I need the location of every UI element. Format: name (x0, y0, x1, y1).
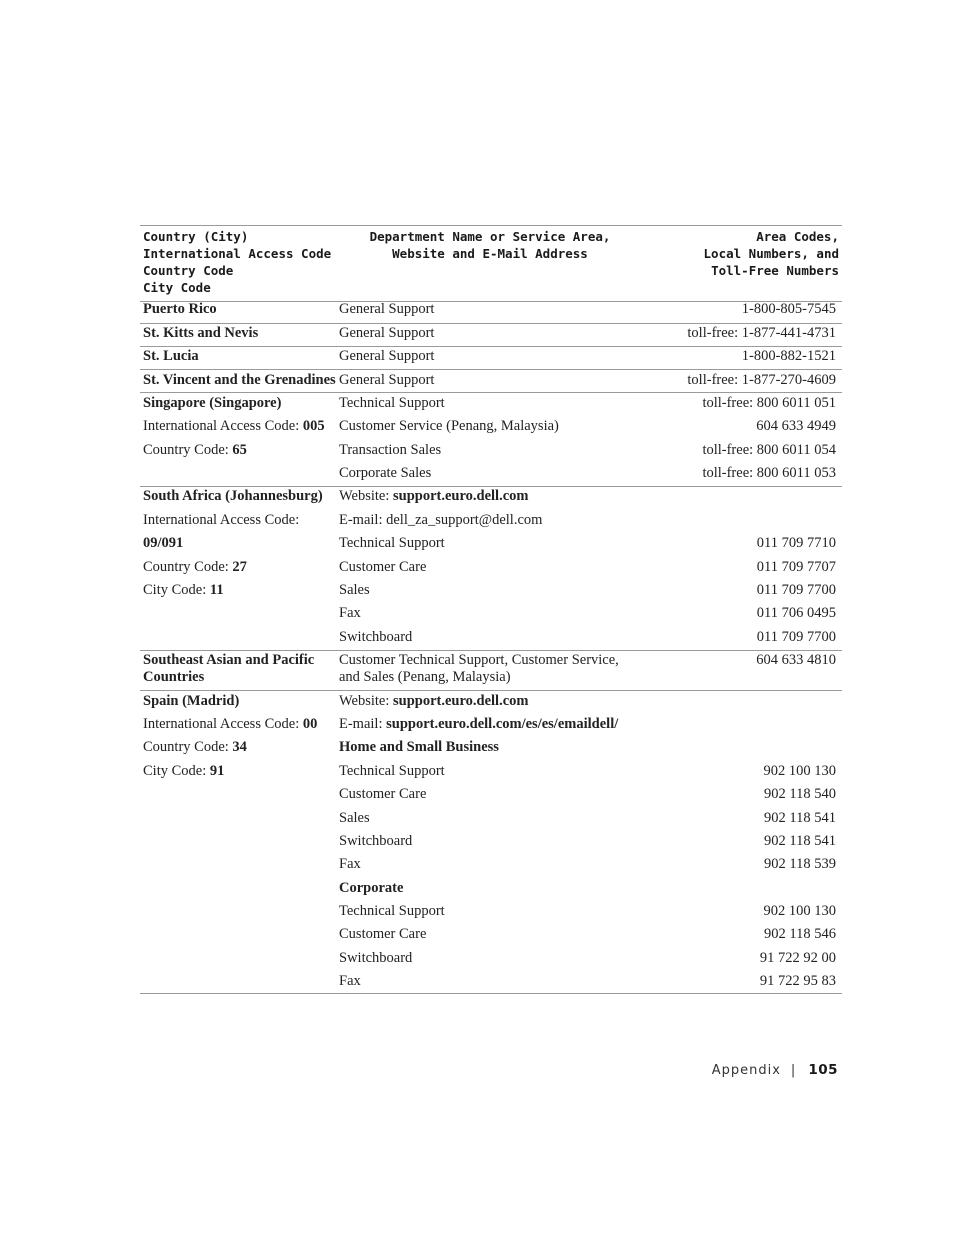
cell-label: Fax (339, 856, 361, 872)
header-line: International Access Code (143, 246, 332, 261)
cell-label: Customer Care (339, 926, 427, 942)
cell-value: 11 (209, 582, 224, 598)
cell-label: General Support (339, 325, 435, 341)
cell-label: Switchboard (339, 629, 413, 645)
phone-number-cell: 902 118 546 (764, 926, 836, 942)
department-cell (339, 763, 445, 780)
phone-number-cell: 011 706 0495 (756, 605, 836, 621)
phone-number-cell: toll-free: 1-877-270-4609 (687, 372, 836, 388)
cell-label: Southeast Asian and Pacific (143, 652, 315, 668)
phone-number-cell: 91 722 95 83 (759, 973, 836, 989)
department-cell (339, 535, 445, 552)
cell-label: Switchboard (339, 950, 413, 966)
phone-number-cell: 902 118 541 (764, 810, 836, 826)
cell-label: 09/091 (143, 535, 184, 551)
phone-number-cell: 604 633 4949 (756, 418, 836, 434)
cell-label: Singapore (Singapore) (143, 395, 282, 411)
cell-label: Technical Support (339, 763, 445, 779)
cell-label: International Access Code: (143, 512, 300, 528)
cell-label: St. Vincent and the Grenadines (143, 372, 336, 388)
cell-label: Customer Service (Penang, Malaysia) (339, 418, 559, 434)
country-cell (143, 325, 258, 342)
department-cell (339, 372, 434, 389)
header-country-column (143, 228, 343, 296)
web-link[interactable]: support.euro.dell.com (393, 488, 529, 504)
cell-label: Fax (339, 605, 361, 621)
cell-label: St. Lucia (143, 348, 199, 364)
cell-label: Technical Support (339, 395, 445, 411)
web-link[interactable]: support.euro.dell.com/es/es/emaildell/ (386, 716, 619, 732)
department-cell (339, 669, 511, 686)
header-line: Area Codes, (756, 229, 839, 244)
department-cell (339, 395, 445, 412)
department-cell (339, 950, 412, 967)
cell-label: General Support (339, 301, 435, 317)
row-divider (140, 323, 842, 324)
cell-label: E-mail: (339, 716, 387, 732)
row-divider (140, 486, 842, 487)
department-cell (339, 833, 412, 850)
department-cell (339, 973, 361, 990)
department-cell (339, 418, 559, 435)
cell-label: Switchboard (339, 833, 413, 849)
cell-label: Corporate Sales (339, 465, 432, 481)
cell-label: Fax (339, 973, 361, 989)
cell-label: South Africa (Johannesburg) (143, 488, 323, 504)
country-cell (143, 301, 217, 318)
phone-number-cell: 011 709 7710 (756, 535, 836, 551)
department-cell (339, 903, 445, 920)
phone-number-cell: toll-free: 1-877-441-4731 (687, 325, 836, 341)
department-cell (339, 652, 619, 669)
phone-number-cell: 011 709 7700 (756, 582, 836, 598)
cell-label: Puerto Rico (143, 301, 217, 317)
page-number: 105 (808, 1062, 838, 1078)
row-divider (140, 369, 842, 370)
department-cell (339, 629, 412, 646)
web-link[interactable]: support.euro.dell.com (393, 693, 529, 709)
cell-label: Technical Support (339, 535, 445, 551)
country-cell (143, 512, 299, 529)
header-line: Local Numbers, and (703, 246, 839, 261)
row-divider (140, 346, 842, 347)
country-cell (143, 763, 224, 780)
cell-label: City Code: (143, 582, 210, 598)
cell-label: Website: (339, 488, 393, 504)
header-line: City Code (143, 280, 211, 295)
department-cell (339, 786, 426, 803)
page-footer (712, 1062, 838, 1078)
department-cell (339, 348, 434, 365)
cell-label: Country Code: (143, 559, 233, 575)
phone-number-cell: 902 100 130 (763, 903, 836, 919)
cell-label: Home and Small Business (339, 739, 499, 755)
phone-number-cell: toll-free: 800 6011 054 (702, 442, 836, 458)
cell-label: Sales (339, 582, 370, 598)
cell-value: 91 (209, 763, 225, 779)
phone-number-cell: 902 118 540 (764, 786, 836, 802)
cell-label: Corporate (339, 880, 404, 896)
country-cell (143, 488, 323, 505)
country-cell (143, 559, 247, 576)
country-cell (143, 739, 247, 756)
department-cell (339, 716, 618, 733)
country-cell (143, 669, 204, 686)
row-divider (140, 650, 842, 651)
department-cell (339, 582, 370, 599)
phone-number-cell: 902 118 541 (764, 833, 836, 849)
department-cell (339, 301, 434, 318)
phone-number-cell: 604 633 4810 (756, 652, 836, 668)
department-cell (339, 693, 528, 710)
country-cell (143, 442, 247, 459)
cell-label: Sales (339, 810, 370, 826)
cell-label: E-mail: dell_za_support@dell.com (339, 512, 543, 528)
cell-label: and Sales (Penang, Malaysia) (339, 669, 511, 685)
table-header (140, 225, 842, 302)
cell-label: Countries (143, 669, 205, 685)
footer-separator: | (790, 1063, 797, 1078)
phone-number-cell: 902 100 130 (763, 763, 836, 779)
country-cell (143, 693, 239, 710)
phone-number-cell: 902 118 539 (764, 856, 836, 872)
header-numbers-column (639, 228, 839, 279)
cell-label: International Access Code: (143, 716, 303, 732)
department-cell (339, 926, 426, 943)
cell-label: St. Kitts and Nevis (143, 325, 259, 341)
department-cell (339, 880, 403, 897)
cell-label: General Support (339, 372, 435, 388)
department-cell (339, 605, 361, 622)
department-cell (339, 739, 499, 756)
department-cell (339, 465, 431, 482)
phone-number-cell: 91 722 92 00 (759, 950, 836, 966)
cell-label: Customer Care (339, 559, 427, 575)
department-cell (339, 488, 528, 505)
footer-section: Appendix (711, 1063, 781, 1078)
country-cell (143, 418, 325, 435)
department-cell (339, 559, 426, 576)
cell-label: International Access Code: (143, 418, 303, 434)
phone-number-cell: toll-free: 800 6011 051 (702, 395, 836, 411)
country-cell (143, 582, 224, 599)
cell-value: 00 (302, 716, 318, 732)
department-cell (339, 810, 370, 827)
header-line: Department Name or Service Area, (369, 229, 611, 244)
department-cell (339, 856, 361, 873)
phone-number-cell: 011 709 7700 (756, 629, 836, 645)
row-divider (140, 392, 842, 393)
cell-label: General Support (339, 348, 435, 364)
row-divider (140, 690, 842, 691)
phone-number-cell: 1-800-805-7545 (741, 301, 836, 317)
country-cell (143, 716, 317, 733)
cell-label: Transaction Sales (339, 442, 442, 458)
department-cell (339, 325, 434, 342)
department-cell (339, 442, 441, 459)
cell-label: Country Code: (143, 739, 233, 755)
header-line: Country (City) (143, 229, 249, 244)
row-divider (140, 993, 842, 994)
cell-value: 27 (232, 559, 247, 575)
country-cell (143, 652, 314, 669)
country-cell (143, 395, 281, 412)
header-department-column (340, 228, 640, 262)
country-cell (143, 348, 199, 365)
cell-label: Website: (339, 693, 393, 709)
cell-label: Technical Support (339, 903, 445, 919)
cell-label: Customer Technical Support, Customer Service, (339, 652, 619, 668)
country-cell (143, 372, 336, 389)
header-line: Website and E-Mail Address (392, 246, 588, 261)
country-cell (143, 535, 183, 552)
phone-number-cell: 011 709 7707 (756, 559, 836, 575)
header-line: Country Code (143, 263, 234, 278)
cell-label: City Code: (143, 763, 210, 779)
department-cell (339, 512, 542, 529)
phone-number-cell: 1-800-882-1521 (741, 348, 836, 364)
cell-value: 34 (232, 739, 247, 755)
phone-number-cell: toll-free: 800 6011 053 (702, 465, 836, 481)
cell-label: Country Code: (143, 442, 233, 458)
cell-value: 65 (232, 442, 247, 458)
cell-label: Spain (Madrid) (143, 693, 240, 709)
cell-label: Customer Care (339, 786, 427, 802)
cell-value: 005 (302, 418, 325, 434)
header-line: Toll-Free Numbers (711, 263, 839, 278)
